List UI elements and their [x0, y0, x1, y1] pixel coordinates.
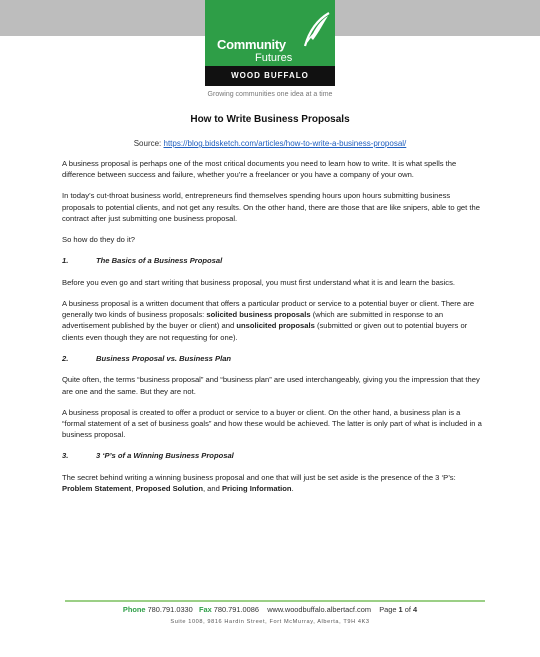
logo-text-community: Community — [217, 37, 286, 52]
logo-text-futures: Futures — [255, 52, 293, 64]
phone-number: 780.791.0330 — [147, 605, 193, 614]
section-title: 3 ‘P’s of a Winning Business Proposal — [96, 451, 234, 461]
bold-term: Pricing Information — [221, 484, 292, 494]
text-run: . — [291, 484, 294, 494]
fax-label: Fax — [198, 605, 212, 614]
fax-number: 780.791.0086 — [213, 605, 259, 614]
leaf-icon — [301, 10, 331, 50]
footer-rule — [65, 600, 485, 602]
community-futures-logo — [205, 0, 335, 86]
page-number: 1 — [398, 605, 403, 614]
section-title: Business Proposal vs. Business Plan — [96, 353, 232, 363]
footer-contact-line — [0, 605, 540, 614]
source-label: Source: — [133, 139, 164, 148]
text-run: (submitted or given out to potential buyers or clients even though they are not requesting for one). — [62, 321, 468, 342]
page-indicator — [379, 605, 417, 614]
text-run: , — [131, 484, 136, 494]
paragraph-8 — [62, 472, 482, 495]
section-number: 3. — [62, 451, 69, 461]
section-number: 2. — [62, 353, 69, 363]
document-body — [62, 158, 482, 504]
paragraph-6: Quite often, the terms “business proposal” and “business plan” are used interchangeably, giving you the impression that they are one and the same. But they are not. — [62, 375, 480, 396]
paragraph-7: A business proposal is created to offer a product or service to a buyer or client. On the other hand, a business plan is a “formal statement of a set of business goals” and how these would be achieved. The latter is only part of what is included in a business proposal. — [62, 407, 482, 440]
section-heading-1 — [62, 255, 482, 266]
source-link[interactable]: https://blog.bidsketch.com/articles/how-to-write-a-business-proposal/ — [163, 139, 407, 148]
paragraph-4: Before you even go and start writing that business proposal, you must first understand what it is and learn the basics. — [62, 277, 455, 287]
footer-address: Suite 1008, 9816 Hardin Street, Fort McMurray, Alberta, T9H 4K3 — [170, 619, 370, 625]
page-of: of — [402, 605, 413, 614]
page-total: 4 — [412, 605, 418, 614]
bold-term: Problem Statement — [62, 484, 132, 494]
tagline: Growing communities one idea at a time — [207, 91, 333, 98]
text-run: The secret behind writing a winning business proposal and one that will just be set aside is the presence of the 3 ‘P’s: — [62, 472, 456, 482]
section-heading-2 — [62, 353, 482, 364]
website: www.woodbuffalo.albertacf.com — [267, 605, 371, 614]
bold-term: solicited business proposals — [206, 310, 311, 320]
paragraph-1: A business proposal is perhaps one of the most critical documents you need to learn how to write. It is what spells the difference between success and failure, whether you’re a freelancer or you have a company of your own. — [62, 159, 457, 180]
page-label: Page — [379, 605, 399, 614]
paragraph-2: In today’s cut-throat business world, entrepreneurs find themselves spending hours upon hours submitting business proposals to potential clients, and not get any results. On the other hand, there are those that are like snipers, able to get the contract after just submitting one business proposal. — [62, 191, 480, 224]
section-number: 1. — [62, 256, 69, 266]
text-run: , and — [202, 484, 222, 494]
section-heading-3 — [62, 450, 482, 461]
document-title: How to Write Business Proposals — [190, 114, 350, 125]
phone-label: Phone — [122, 605, 146, 614]
section-title: The Basics of a Business Proposal — [96, 256, 223, 266]
paragraph-5 — [62, 298, 482, 344]
text-run: (which are submitted in response to an advertisement published by the buyer or client) and — [62, 310, 444, 331]
bold-term: Proposed Solution — [135, 484, 203, 494]
bold-term: unsolicited proposals — [236, 321, 315, 331]
paragraph-3: So how do they do it? — [62, 235, 136, 245]
logo-strip-wood-buffalo: WOOD BUFFALO — [205, 66, 335, 86]
source-line — [0, 139, 540, 148]
text-run: A business proposal is a written document that offers a particular product or service to a potential buyer or client. There are generally two kinds of business proposals: — [62, 298, 475, 320]
